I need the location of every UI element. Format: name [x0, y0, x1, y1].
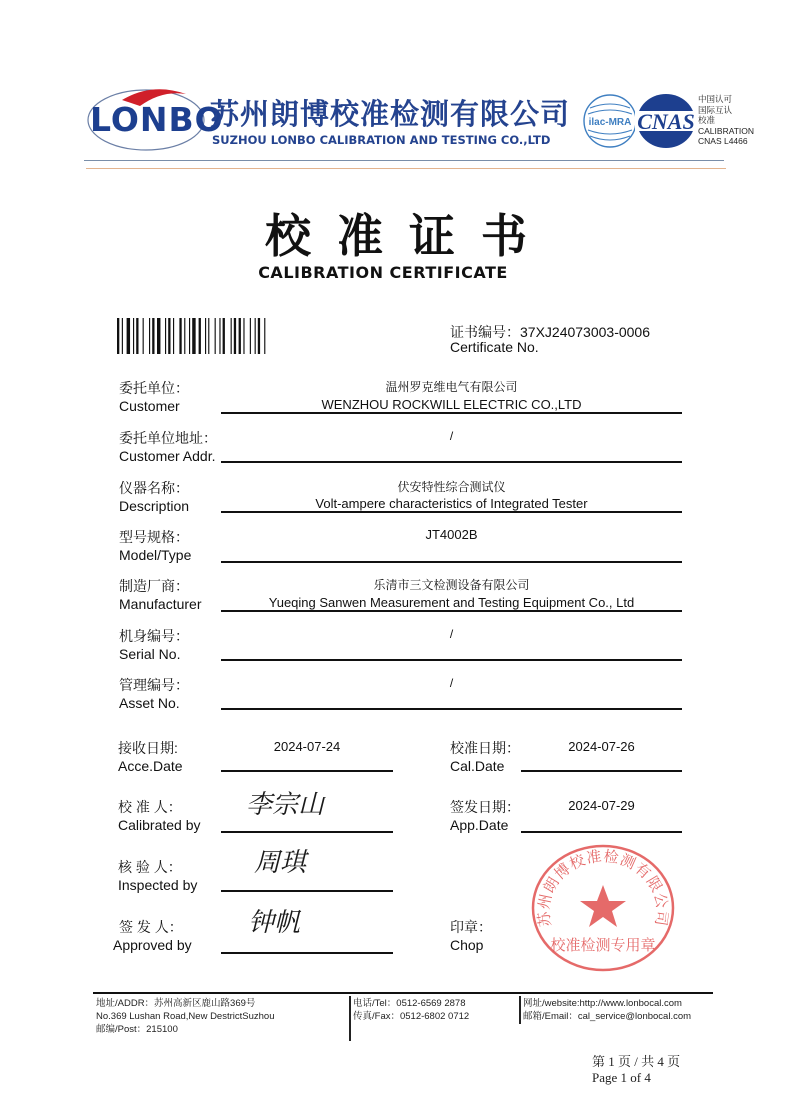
customer-label: [119, 379, 189, 415]
certificate-number-label-en: Certificate No.: [450, 339, 539, 355]
asset-value: /: [449, 676, 454, 690]
cal-date-value: 2024-07-26: [568, 739, 635, 754]
company-seal-icon: [530, 843, 676, 978]
inspected-by-signature: 周琪: [254, 848, 307, 878]
footer-contact: [353, 997, 469, 1023]
ilac-mra-logo-icon: [582, 90, 638, 157]
app-date-underline: [521, 831, 682, 833]
cal-date-label: [450, 739, 520, 775]
customer-label-cn: 委托单位：: [119, 380, 189, 396]
chop-label-en: Chop: [450, 937, 484, 953]
customer-addr-value: /: [449, 429, 454, 443]
cnas-logo-icon: [635, 92, 697, 155]
approved-by-signature: 钟帆: [248, 908, 301, 938]
cnas-line: 校准: [698, 115, 716, 125]
manufacturer-label-cn: 制造厂商：: [119, 578, 189, 594]
cnas-line: CALIBRATION: [698, 125, 755, 136]
inspected-by-label-cn: 核 验 人：: [118, 859, 182, 875]
cnas-line: 中国认可: [698, 94, 733, 104]
page-indicator-en: Page 1 of 4: [592, 1070, 651, 1085]
customer-value-en: WENZHOU ROCKWILL ELECTRIC CO.,LTD: [321, 397, 582, 412]
app-date-label-en: App.Date: [450, 817, 509, 833]
cnas-accreditation-text: [698, 94, 754, 147]
approved-by-label: [113, 918, 192, 954]
model-label: [119, 528, 191, 564]
customer-underline: [221, 412, 682, 414]
cal-date-underline: [521, 770, 682, 772]
description-label-en: Description: [119, 498, 190, 514]
calibrated-by-label: [118, 798, 201, 834]
acce-date-label: [118, 739, 183, 775]
footer-email-link[interactable]: 邮箱/Email：cal_service@lonbocal.com: [523, 1011, 692, 1022]
manufacturer-label: [119, 577, 201, 613]
svg-text:CNAS: CNAS: [637, 109, 695, 134]
company-name-en: SUZHOU LONBO CALIBRATION AND TESTING CO.,LTD: [212, 133, 551, 147]
customer-label-en: Customer: [119, 398, 180, 414]
cnas-line: CNAS L4466: [698, 136, 748, 146]
header-rule-blue: [84, 160, 724, 161]
acce-date-label-en: Acce.Date: [118, 758, 183, 774]
footer-rule: [93, 992, 713, 994]
footer-address-line: No.369 Lushan Road,New DestrictSuzhou: [96, 1011, 275, 1022]
model-underline: [221, 561, 682, 563]
acce-date-underline: [221, 770, 393, 772]
footer-address: [96, 997, 275, 1036]
description-value-cn: 伏安特性综合测试仪: [397, 480, 506, 494]
calibrated-by-signature: 李宗山: [246, 790, 325, 820]
serial-label-cn: 机身编号：: [119, 628, 189, 644]
footer-address-line: 地址/ADDR：苏州高新区鹿山路369号: [96, 998, 256, 1009]
calibrated-by-underline: [221, 831, 393, 833]
serial-label-en: Serial No.: [119, 646, 181, 662]
model-value: JT4002B: [425, 527, 478, 542]
footer-divider: [349, 996, 351, 1041]
description-underline: [221, 511, 682, 513]
svg-text:苏州朗博校准检测有限公司: 苏州朗博校准检测有限公司: [534, 847, 672, 928]
description-value-en: Volt-ampere characteristics of Integrated Tester: [315, 496, 588, 511]
inspected-by-label: [118, 858, 197, 894]
footer-fax: 传真/Fax：0512-6802 0712: [353, 1011, 470, 1022]
description-label: [119, 479, 189, 515]
customer-addr-underline: [221, 461, 682, 463]
footer-website-link[interactable]: 网址/website:http://www.lonbocal.com: [523, 998, 682, 1009]
customer-addr-label-en: Customer Addr.: [119, 448, 216, 464]
app-date-value: 2024-07-29: [568, 798, 635, 813]
footer-divider: [519, 996, 521, 1024]
chop-label: [450, 918, 492, 954]
certificate-number-value: 37XJ24073003-0006: [520, 324, 651, 340]
cal-date-label-cn: 校准日期：: [450, 740, 520, 756]
inspected-by-label-en: Inspected by: [118, 877, 198, 893]
calibrated-by-label-cn: 校 准 人：: [118, 799, 182, 815]
serial-underline: [221, 659, 682, 661]
asset-label-cn: 管理编号：: [119, 677, 189, 693]
app-date-label: [450, 798, 520, 834]
page-title-en: CALIBRATION CERTIFICATE: [258, 263, 508, 282]
app-date-label-cn: 签发日期：: [450, 799, 520, 815]
manufacturer-value-en: Yueqing Sanwen Measurement and Testing Equipment Co., Ltd: [268, 595, 635, 610]
svg-text:ilac-MRA: ilac-MRA: [588, 117, 632, 128]
customer-addr-label: [119, 429, 217, 465]
footer-phone: 电话/Tel：0512-6569 2878: [353, 998, 466, 1009]
serial-value: /: [449, 627, 454, 641]
approved-by-underline: [221, 952, 393, 954]
asset-label-en: Asset No.: [119, 695, 180, 711]
asset-label: [119, 676, 189, 712]
footer-postcode: 邮编/Post：215100: [96, 1024, 178, 1035]
chop-label-cn: 印章：: [450, 919, 492, 935]
model-label-cn: 型号规格：: [119, 529, 189, 545]
manufacturer-label-en: Manufacturer: [119, 596, 202, 612]
approved-by-label-en: Approved by: [113, 937, 192, 953]
page-title-cn: 校准证书: [265, 209, 553, 263]
calibrated-by-label-en: Calibrated by: [118, 817, 201, 833]
serial-label: [119, 627, 189, 663]
cnas-line: 国际互认: [698, 104, 733, 115]
manufacturer-value-cn: 乐清市三文检测设备有限公司: [373, 578, 530, 592]
cal-date-label-en: Cal.Date: [450, 758, 505, 774]
page-indicator-cn: 第 1 页 / 共 4 页: [592, 1054, 681, 1069]
header-rule-orange: [86, 168, 726, 169]
acce-date-value: 2024-07-24: [273, 739, 341, 754]
certificate-number-label: 证书编号：: [450, 324, 520, 340]
approved-by-label-cn: 签 发 人：: [119, 919, 183, 935]
acce-date-label-cn: 接收日期:: [118, 740, 178, 756]
customer-addr-label-cn: 委托单位地址：: [119, 430, 217, 446]
company-name-cn: 苏州朗博校准检测有限公司: [210, 97, 571, 131]
footer-web: [523, 997, 691, 1023]
model-label-en: Model/Type: [119, 547, 192, 563]
company-logo: LONBO: [90, 100, 224, 139]
asset-underline: [221, 708, 682, 710]
inspected-by-underline: [221, 890, 393, 892]
svg-text:校准检测专用章: 校准检测专用章: [550, 936, 656, 954]
customer-value-cn: 温州罗克维电气有限公司: [385, 380, 518, 394]
description-label-cn: 仪器名称：: [119, 480, 189, 496]
manufacturer-underline: [221, 610, 682, 612]
barcode-icon: [117, 318, 307, 354]
